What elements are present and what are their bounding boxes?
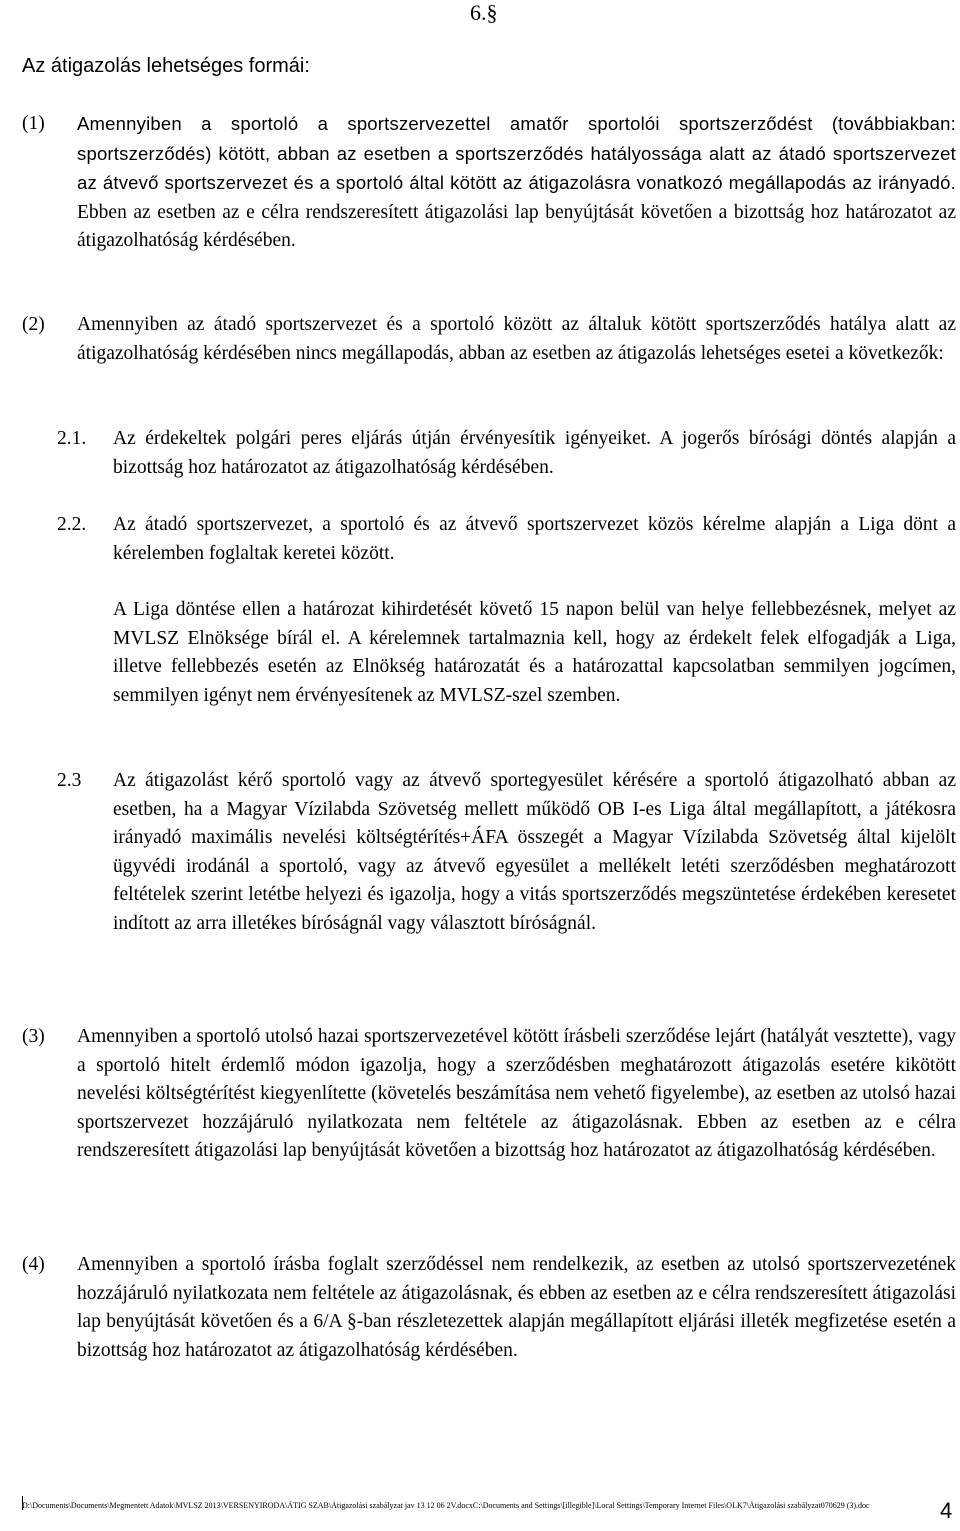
paragraph-label-4: (4)	[22, 1254, 45, 1275]
subitem-2-2: Az átadó sportszervezet, a sportoló és az átvevő sportszervezet közös kérelme alapján a Liga dönt a kérelemben foglaltak keretei között.	[113, 514, 956, 564]
paragraph-1	[77, 110, 956, 256]
paragraph-label-1: (1)	[22, 113, 45, 134]
paragraph-4: Amennyiben a sportoló írásba foglalt szerződéssel nem rendelkezik, az esetben az utolsó sportszervezetének hozzájáruló nyilatkozata nem feltétele az átigazolásnak, és ebben az esetben az e célra rendszeresített átigazolási lap benyújtását követően és a 6/A §-ban részletezettek alapján megállapított eljárási illeték megfizetése esetén a bizottság hoz határozatot az átigazolhatóság kérdésében.	[77, 1254, 956, 1361]
page-number: 4	[940, 1498, 953, 1523]
page-heading: Az átigazolás lehetséges formái:	[22, 55, 310, 77]
subitem-label-2-3: 2.3	[57, 770, 82, 791]
subitem-label-2-1: 2.1.	[57, 428, 87, 449]
paragraph-label-2: (2)	[22, 314, 45, 335]
paragraph-1-text-serif: Ebben az esetben az e célra rendszeresített átigazolási lap benyújtását követően a bizottság hoz határozatot az átigazolhatóság kérdésében.	[77, 201, 956, 251]
paragraph-2: Amennyiben az átadó sportszervezet és a sportoló között az általuk kötött sportszerződés hatálya alatt az átigazolhatóság kérdésében nincs megállapodás, abban az esetben az átigazolás lehetséges esetei a következők:	[77, 314, 956, 364]
subitem-label-2-2: 2.2.	[57, 514, 87, 535]
paragraph-label-3: (3)	[22, 1026, 45, 1047]
paragraph-3: Amennyiben a sportoló utolsó hazai sportszervezetével kötött írásbeli szerződése lejárt (hatályát vesztette), vagy a sportoló hitelt érdemlő módon igazolja, hogy a szerződésben meghatározott átigazolás esetére kikötött nevelési költségtérítést kiegyenlítette (követelés beszámítása nem vehető figyelembe), az esetben az utolsó hazai sportszervezet hozzájáruló nyilatkozata nem feltétele az átigazolásnak. Ebben az esetben az e célra rendszeresített átigazolási lap benyújtását követően a bizottság hoz határozatot az átigazolhatóság kérdésében.	[77, 1026, 956, 1161]
subitem-2-1: Az érdekeltek polgári peres eljárás útján érvényesítik igényeiket. A jogerős bírósági döntés alapján a bizottság hoz határozatot az átigazolhatóság kérdésében.	[113, 428, 956, 478]
subitem-2-2-appeal: A Liga döntése ellen a határozat kihirdetését követő 15 napon belül van helye fellebbezésnek, melyet az MVLSZ Elnöksége bírál el. A kérelemnek tartalmaznia kell, hogy az érdekelt felek elfogadják a Liga, illetve fellebbezés esetén az Elnökség határozatát és a határozattal kapcsolatban semmilyen jogcímen, semmilyen igényt nem érvényesítenek az MVLSZ-szel szemben.	[113, 599, 956, 706]
subitem-2-3: Az átigazolást kérő sportoló vagy az átvevő sportegyesület kérésére a sportoló átigazolható abban az esetben, ha a Magyar Vízilabda Szövetség mellett működő OB I-es Liga által megállapított, a játékosra irányadó maximális nevelési költségtérítés+ÁFA összegét a Magyar Vízilabda Szövetség által kijelölt ügyvédi irodánál a sportoló, vagy az átvevő egyesület a mellékelt letéti szerződésben meghatározott feltételek szerint letétbe helyezi és igazolja, hogy a vitás sportszerződés megszüntetése érdekében keresetet indított az arra illetékes bíróságnál vagy választott bíróságnál.	[113, 770, 956, 934]
paragraph-1-text-sans: Amennyiben a sportoló a sportszervezettel amatőr sportolói sportszerződést (továbbiakban: sportszerződés) kötött, abban az esetben a sportszerződés hatályossága alatt az átadó sportszervezet az átvevő sportszervezet és a sportoló által kötött az átigazolásra vonatkozó megállapodás az irányadó.	[77, 113, 956, 193]
section-number: 6.§	[470, 0, 498, 25]
footer-file-path: D:\Documents\Documents\Megmentett Adatok\MVLSZ 2013\VERSENYIRODA\ÁTIG SZAB\Átigazolási szabályzat jav 13 12 06 2V.docxC:\Documents and Settings\[illegible]\Local Settings\Temporary Internet Files\OLK7\Átigazolási szabályzat070629 (3).doc	[22, 1501, 870, 1510]
